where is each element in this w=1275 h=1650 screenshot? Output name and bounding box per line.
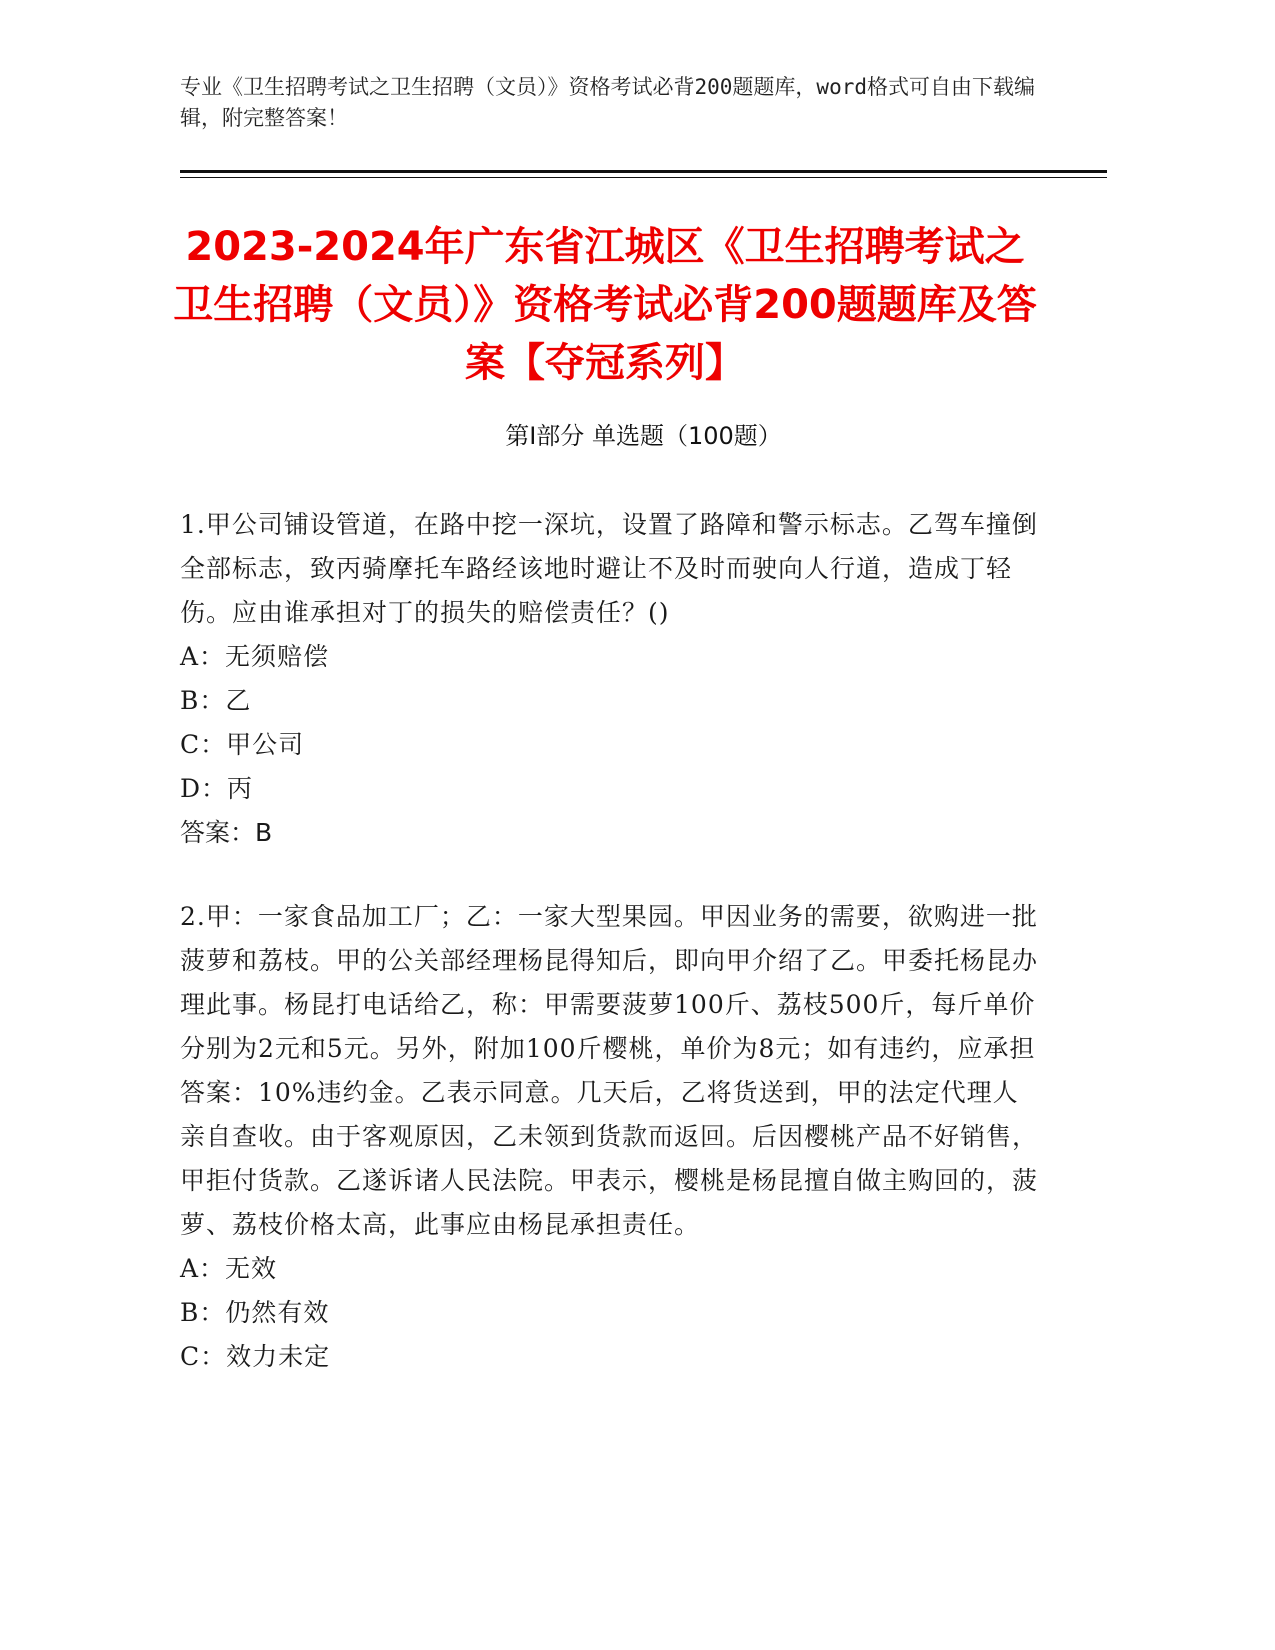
question-stem: 2.甲：一家食品加工厂；乙：一家大型果园。甲因业务的需要，欲购进一批菠萝和荔枝。甲的公关部经理杨昆得知后，即向甲介绍了乙。甲委托杨昆办理此事。杨昆打电话给乙，称：甲需要菠萝100斤、荔枝500斤，每斤单价分别为2元和5元。另外，附加100斤樱桃，单价为8元；如有违约，应承担答案：10%违约金。乙表示同意。几天后，乙将货送到，甲的法定代理人亲自查收。由于客观原因，乙未领到货款而返回。后因樱桃产品不好销售，甲拒付货款。乙遂诉诸人民法院。甲表示，樱桃是杨昆擅自做主购回的，菠萝、荔枝价格太高，此事应由杨昆承担责任。	[180, 902, 1039, 1239]
answer: 答案：B	[180, 818, 273, 847]
document-title: 2023-2024年广东省江城区《卫生招聘考试之卫生招聘（文员）》资格考试必背200题题库及答案【夺冠系列】	[173, 224, 1037, 386]
section-heading: 第Ⅰ部分 单选题（100题）	[505, 422, 782, 450]
option-d: D：丙	[180, 774, 254, 803]
option-a: A：无须赔偿	[180, 642, 330, 671]
option-c: C：甲公司	[180, 730, 305, 759]
option-a: A：无效	[180, 1254, 278, 1283]
header-note: 专业《卫生招聘考试之卫生招聘（文员）》资格考试必背200题题库，word格式可自由下载编辑，附完整答案！	[180, 75, 1035, 130]
option-b: B：乙	[180, 686, 252, 715]
question-stem: 1.甲公司铺设管道，在路中挖一深坑，设置了路障和警示标志。乙驾车撞倒全部标志，致丙骑摩托车路经该地时避让不及时而驶向人行道，造成丁轻伤。应由谁承担对丁的损失的赔偿责任？()	[180, 510, 1038, 627]
question-1	[180, 503, 1040, 855]
question-2	[180, 895, 1040, 1379]
option-c: C：效力未定	[180, 1342, 331, 1371]
header-divider-thick	[180, 170, 1107, 173]
option-b: B：仍然有效	[180, 1298, 330, 1327]
header-divider-thin	[180, 177, 1107, 178]
